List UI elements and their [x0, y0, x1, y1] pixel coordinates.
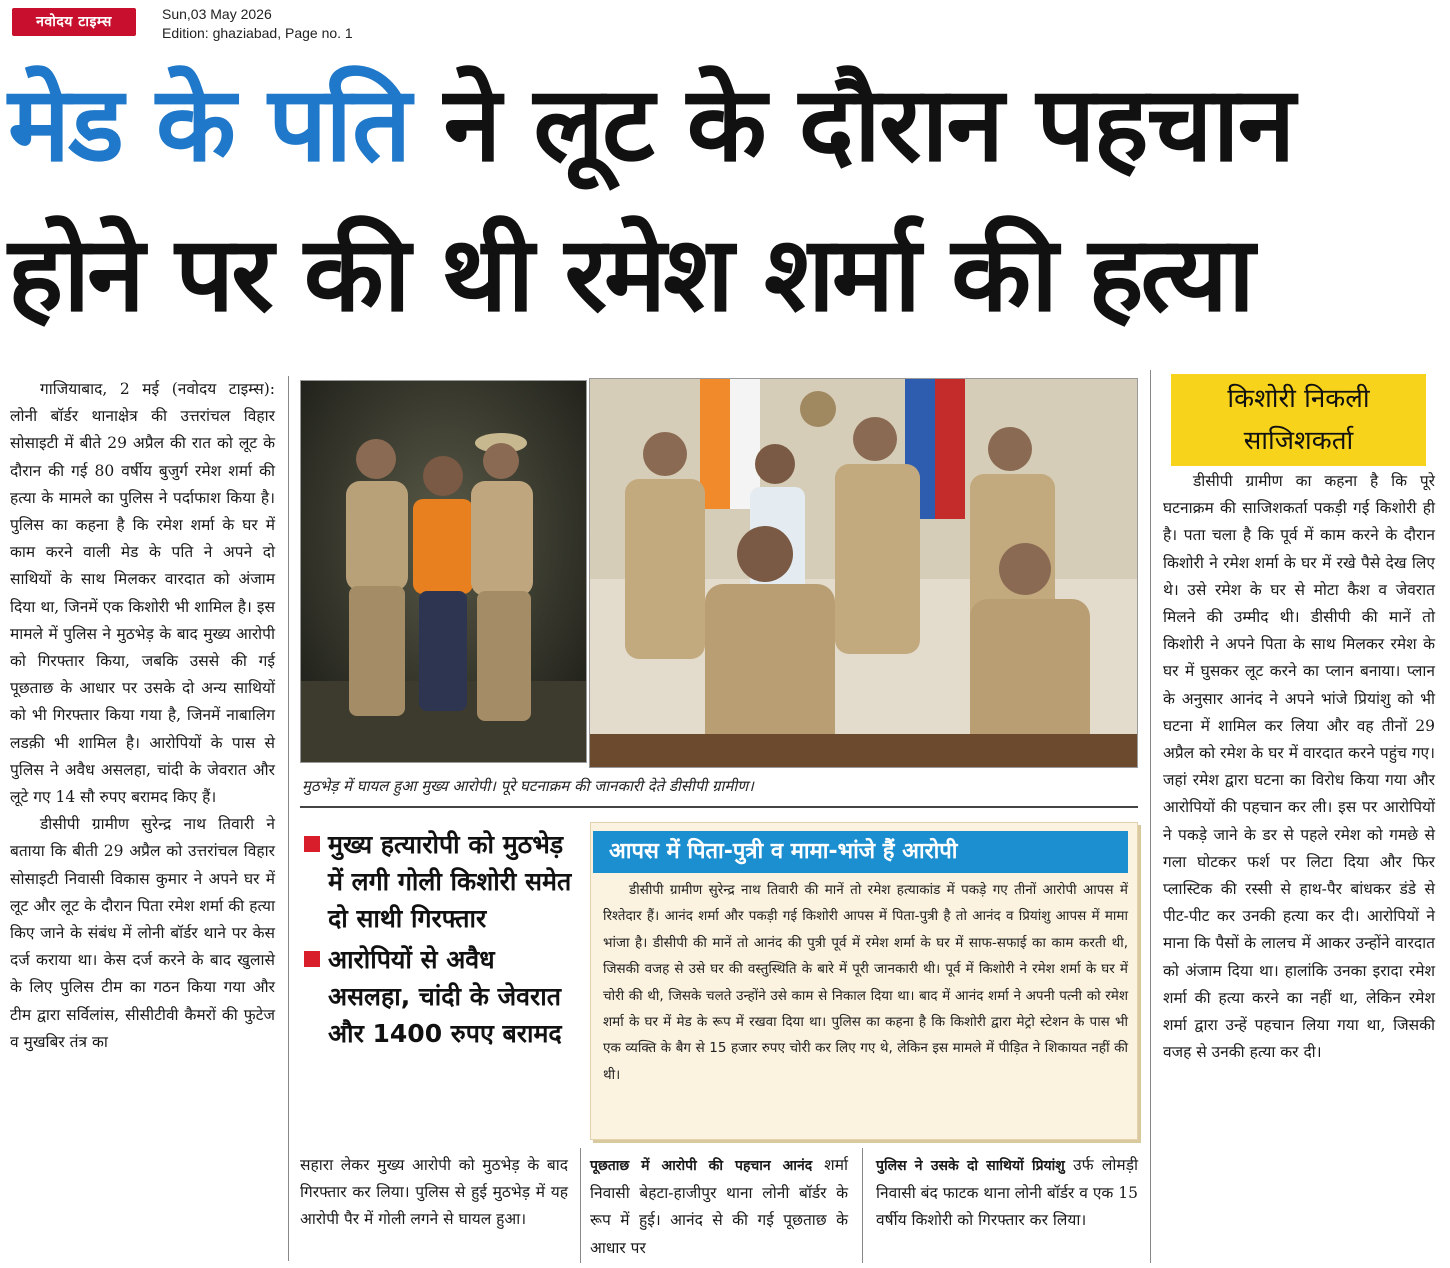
continuation-column-a [300, 1152, 568, 1234]
sidebar-paragraph: डीसीपी ग्रामीण का कहना है कि पूरे घटनाक्रम की साजिशकर्ता पकड़ी गई किशोरी ही है। पता चला है कि पूर्व में काम करने के दौरान किशोरी ने रमेश शर्मा के घर में रखे पैसे देख लिए थे। उसे रमेश के घर से मोटा कैश व जेवरात मिलने की उम्मीद थी। डीसीपी की मानें तो किशोरी ने अपने पिता के साथ मिलकर रमेश के घर में घुसकर लूट करने का प्लान बनाया। प्लान के अनुसार आनंद ने अपने भांजे प्रियांशु को भी घटना में शामिल कर लिया और वह तीनों 29 अप्रैल को रमेश के घर में वारदात करने पहुंच गए। जहां रमेश द्वारा घटना का विरोध किया गया और आरोपियों की पहचान कर ली। इस पर आरोपियों ने पकड़े जाने के डर से पहले रमेश को गमछे से गला घोटकर फर्श पर लिटा दिया और फिर प्लास्टिक की रस्सी से हाथ-पैर बांधकर डंडे से पीट-पीट कर उनकी हत्या कर दी। आरोपियों ने माना कि पैसों के लालच में आकर उन्होंने वारदात को अंजाम दिया था। हालांकि उनका इरादा रमेश शर्मा की हत्या करने का नहीं था, लेकिन रमेश शर्मा द्वारा उन्हें पहचान लिया गया था, जिसकी वजह से उनकी हत्या कर दी। [1163, 472, 1435, 1062]
boxed-story-heading: आपस में पिता-पुत्री व मामा-भांजे हैं आरोपी [593, 831, 1128, 873]
edition-meta [162, 5, 353, 43]
column-divider [288, 376, 289, 1261]
highlight-text: आरोपियों से अवैध असलहा, चांदी के जेवरात और 1400 रुपए बरामद [328, 945, 562, 1048]
headline-highlight: मेड के पति [8, 63, 410, 185]
highlights [304, 826, 574, 1056]
continuation-text-body: शर्मा निवासी बेहटा-हाजीपुर थाना लोनी बॉर्डर के रूप में हुई। आनंद से की गई पूछताछ के आधार पर [590, 1156, 848, 1257]
highlight-text: मुख्य हत्यारोपी को मुठभेड़ में लगी गोली किशोरी समेत दो साथी गिरफ्तार [328, 830, 572, 933]
masthead [0, 0, 1450, 46]
photo-accused-escorted[interactable] [300, 380, 587, 763]
bullet-square-icon [304, 951, 320, 967]
lead-paragraph: गाजियाबाद, 2 मई (नवोदय टाइम्स): लोनी बॉर्डर थानाक्षेत्र की उत्तरांचल विहार सोसाइटी में बीते 29 अप्रैल की रात को लूट के दौरान की गई 80 वर्षीय बुजुर्ग रमेश शर्मा की हत्या के मामले का पुलिस ने पर्दाफाश किया है। पुलिस का कहना है कि रमेश शर्मा के घर में काम करने वाली मेड के पति ने अपने दो साथियों के साथ मिलकर वारदात को अंजाम दिया था, जिनमें एक किशोरी भी शामिल है। इस मामले में पुलिस ने मुठभेड़ के बाद मुख्य आरोपी को गिरफ्तार किया, जबकि उससे की गई पूछताछ के आधार पर उसके दो अन्य साथियों को भी गिरफ्तार किया गया है, जिनमें नाबालिग लडक़ी भी शामिल है। आरोपियों के पास से पुलिस ने अवैध असलहा, चांदी के जेवरात और लूटे गए 14 सौ रुपए बरामद किए हैं। [10, 380, 275, 807]
sidebar-heading-line-1: किशोरी निकली [1227, 384, 1370, 414]
boxed-story [590, 822, 1138, 1140]
newspaper-logo[interactable]: नवोदय टाइम्स [12, 8, 136, 36]
lead-story-column [10, 376, 275, 1056]
sidebar-heading-box [1171, 374, 1426, 466]
sidebar-story [1163, 468, 1435, 1066]
column-divider [580, 1148, 581, 1263]
edition-date: Sun,03 May 2026 [162, 6, 272, 22]
column-divider [862, 1148, 863, 1263]
continuation-text-body: उर्फ लोमड़ी निवासी बंद फाटक थाना लोनी बॉर्डर व एक 15 वर्षीय किशोरी को गिरफ्तार कर लिया। [876, 1156, 1138, 1230]
highlight-item [304, 941, 574, 1052]
crosshead: पूछताछ में आरोपी की पहचान आनंद [590, 1158, 813, 1174]
photo-caption: मुठभेड़ में घायल हुआ मुख्य आरोपी। पूरे घटनाक्रम की जानकारी देते डीसीपी ग्रामीण। [302, 777, 754, 795]
boxed-story-paragraph: डीसीपी ग्रामीण सुरेन्द्र नाथ तिवारी की मानें तो रमेश हत्याकांड में पकड़े गए तीनों आरोपी आपस में रिश्तेदार हैं। आनंद शर्मा और पकड़ी गई किशोरी आपस में पिता-पुत्री है तो आनंद व प्रियांशु आपस में मामा भांजा है। डीसीपी की मानें तो आनंद की पुत्री पूर्व में रमेश शर्मा के घर में साफ-सफाई का काम करती थी, जिसकी वजह से उसे घर की वस्तुस्थिति के बारे में पूरी जानकारी थी। पूर्व में किशोरी ने रमेश शर्मा के घर में चोरी की थी, जिसके चलते उन्होंने उसे काम से निकाल दिया था। बाद में आनंद शर्मा ने अपनी पत्नी को रमेश शर्मा के घर में मेड के रूप में रखवा दिया था। पुलिस का कहना है कि किशोरी द्वारा मेट्रो स्टेशन के पास भी एक व्यक्ति के बैग से 15 हजार रुपए चोरी कर लिए गए थे, लेकिन इस मामले में पीड़ित ने शिकायत नहीं की थी। [603, 882, 1128, 1083]
body-paragraph: डीसीपी ग्रामीण सुरेन्द्र नाथ तिवारी ने बताया कि बीती 29 अप्रैल को उत्तरांचल विहार सोसाइटी निवासी विकास कुमार ने अपने घर में लूट और लूट के दौरान पिता रमेश शर्मा की हत्या किए जाने के संबंध में लोनी बॉर्डर थाने पर केस दर्ज कराया था। केस दर्ज करने के बाद खुलासे के लिए पुलिस टीम का गठन किया गया और टीम द्वारा सर्विलांस, सीसीटीवी कैमरों की फुटेज व मुखबिर तंत्र का [10, 815, 275, 1051]
photo-press-conference[interactable] [589, 378, 1138, 768]
crosshead: पुलिस ने उसके दो साथियों प्रियांशु [876, 1158, 1065, 1174]
column-divider [1150, 370, 1151, 1263]
bullet-square-icon [304, 836, 320, 852]
caption-rule [300, 806, 1138, 808]
sidebar-heading-line-2: साजिशकर्ता [1243, 426, 1354, 456]
photo-accused-escorted-image [301, 381, 587, 763]
headline-line-2: होने पर की थी रमेश शर्मा की हत्या [8, 213, 1252, 335]
headline-line-1-rest: ने लूट के दौरान पहचान [409, 63, 1294, 185]
highlight-item [304, 826, 574, 937]
continuation-text [876, 1152, 1138, 1235]
continuation-column-c [876, 1152, 1138, 1235]
headline-line-1 [8, 50, 1444, 198]
continuation-text: सहारा लेकर मुख्य आरोपी को मुठभेड़ के बाद गिरफ्तार कर लिया। पुलिस से हुई मुठभेड़ में यह आरोपी पैर में गोली लगने से घायल हुआ। [300, 1156, 568, 1229]
photo-press-conference-image [590, 379, 1138, 768]
boxed-story-body [603, 877, 1128, 1088]
continuation-column-b [590, 1152, 848, 1262]
continuation-text [590, 1152, 848, 1262]
edition-info: Edition: ghaziabad, Page no. 1 [162, 25, 353, 41]
